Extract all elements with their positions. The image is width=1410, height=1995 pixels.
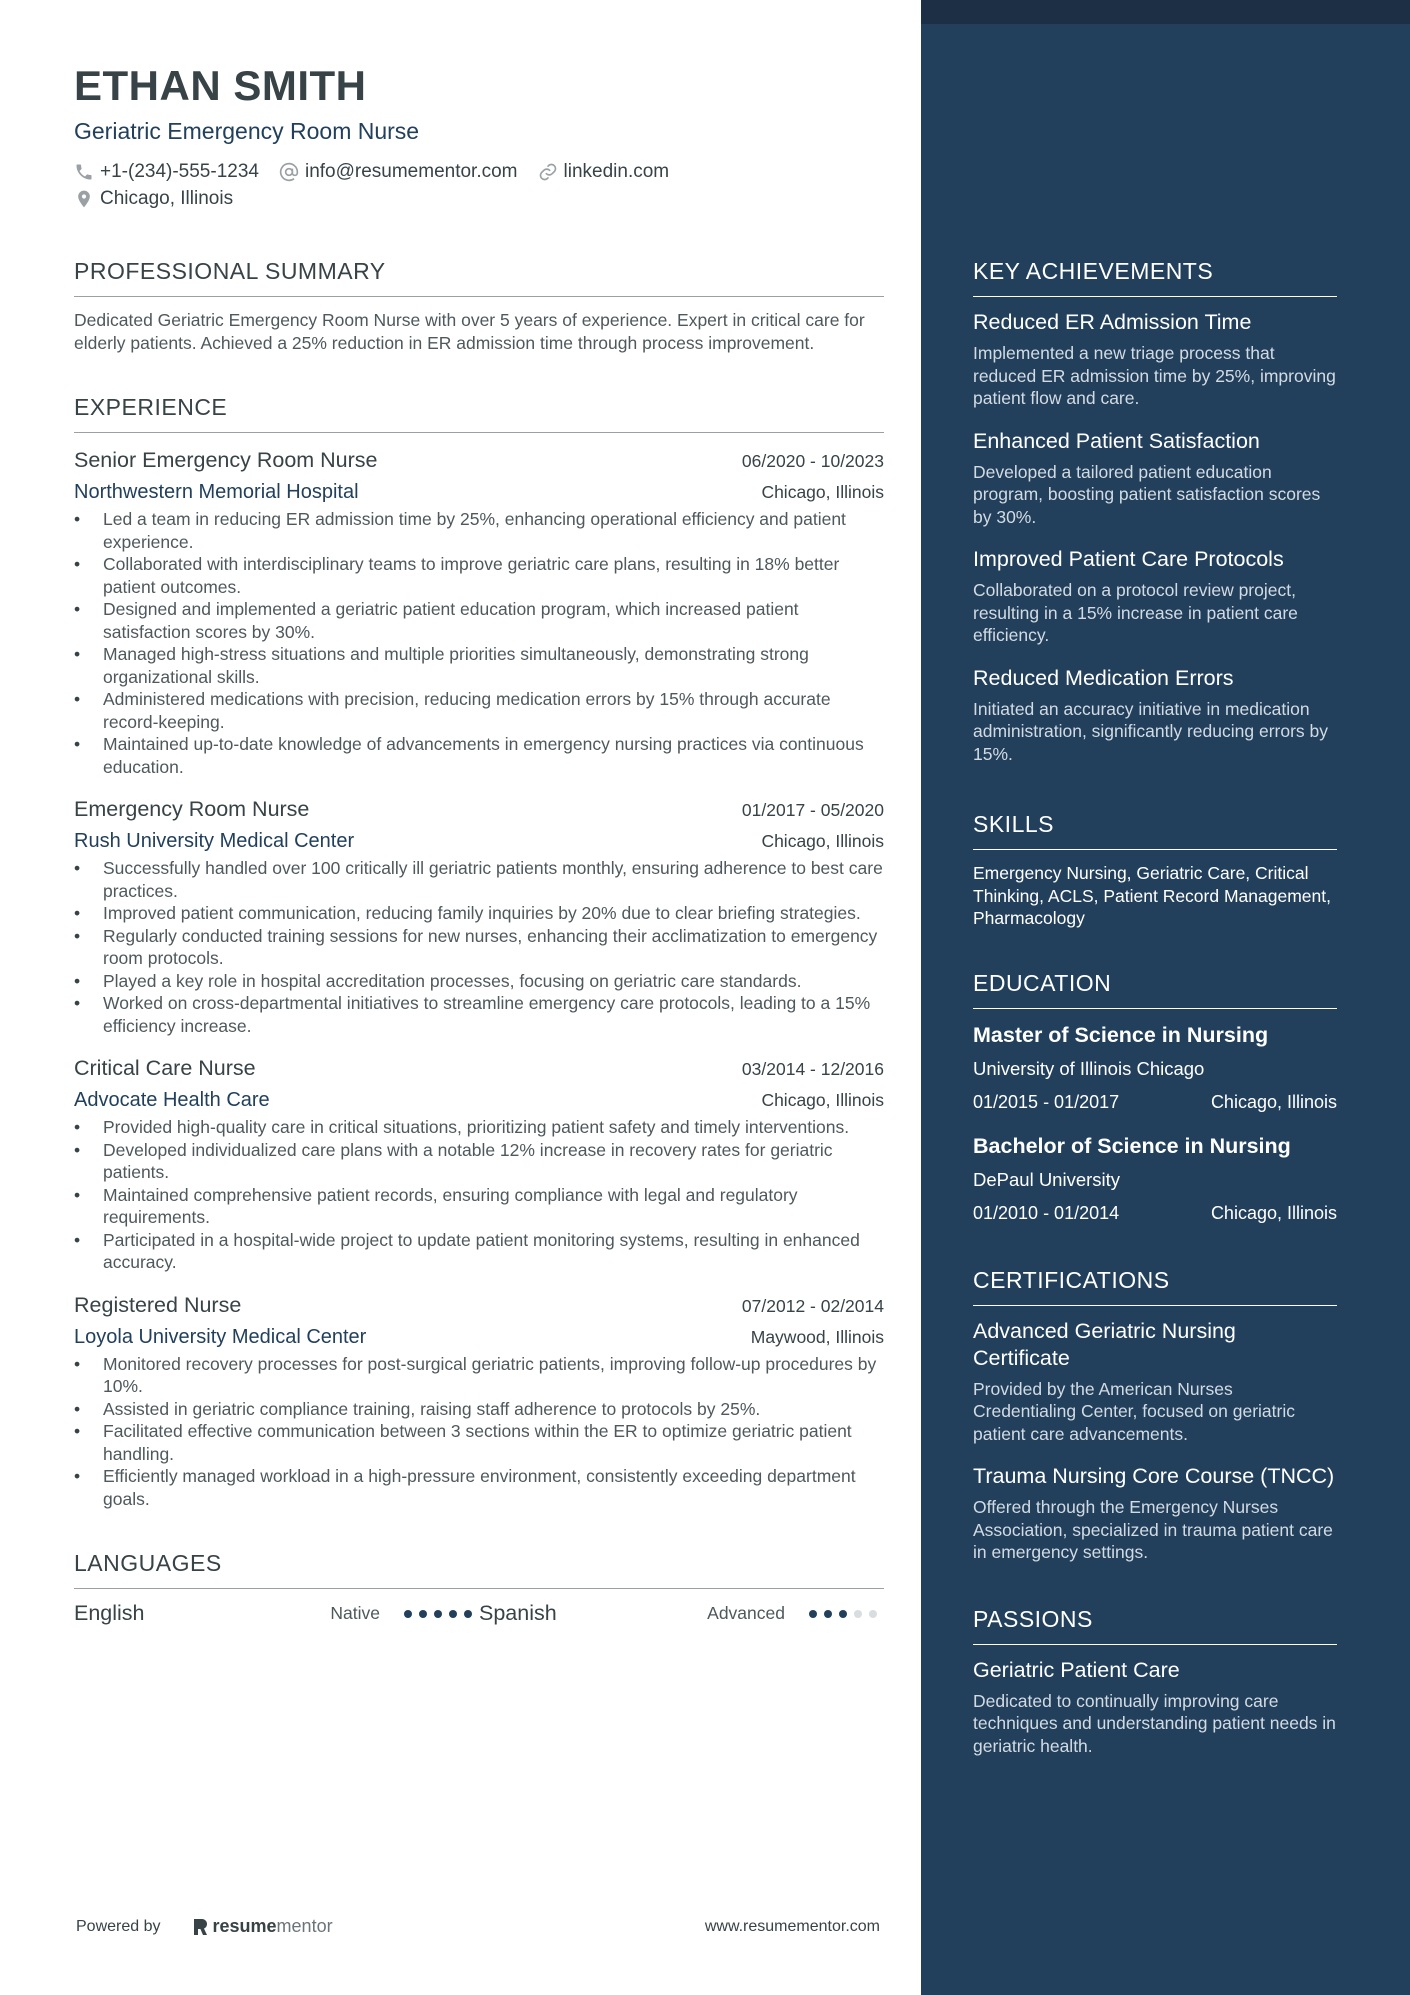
languages-heading: LANGUAGES bbox=[74, 1548, 884, 1589]
job-role: Emergency Room Nurse bbox=[74, 797, 310, 821]
education-location: Chicago, Illinois bbox=[1210, 1091, 1337, 1112]
job-entry bbox=[74, 445, 884, 778]
job-bullet: • Successfully handled over 100 critically ill geriatric patients monthly, ensuring adherence to best care practices. bbox=[74, 857, 884, 902]
candidate-name: ETHAN SMITH bbox=[74, 62, 367, 109]
rating-dot-filled bbox=[404, 1610, 412, 1618]
job-bullet: • Maintained up-to-date knowledge of advancements in emergency nursing practices via continuous education. bbox=[74, 733, 884, 778]
job-bullet: • Designed and implemented a geriatric patient education program, which increased patient satisfaction scores by 30%. bbox=[74, 598, 884, 643]
achievement-item bbox=[973, 546, 1337, 647]
phone-icon bbox=[74, 162, 94, 182]
job-company: Rush University Medical Center bbox=[74, 830, 355, 852]
education-section bbox=[973, 968, 1337, 1225]
sidebar-top-bar bbox=[921, 0, 1410, 24]
languages-list bbox=[74, 1601, 884, 1626]
job-company: Loyola University Medical Center bbox=[74, 1325, 367, 1348]
candidate-title: Geriatric Emergency Room Nurse bbox=[74, 118, 420, 144]
job-dates: 03/2014 - 12/2016 bbox=[741, 1059, 884, 1079]
job-role: Critical Care Nurse bbox=[74, 1056, 256, 1080]
job-header bbox=[74, 1053, 884, 1083]
achievements-list bbox=[973, 309, 1337, 765]
job-bullets bbox=[74, 857, 884, 1037]
language-name: Spanish bbox=[479, 1601, 557, 1625]
job-location: Chicago, Illinois bbox=[761, 831, 884, 851]
achievements-section bbox=[973, 256, 1337, 765]
rating-dot-filled bbox=[464, 1610, 472, 1618]
contact-email[interactable] bbox=[279, 158, 518, 185]
language-rating bbox=[404, 1610, 479, 1618]
certification-description: Offered through the Emergency Nurses Association, specialized in trauma patient care in emergency settings. bbox=[973, 1497, 1333, 1562]
job-dates: 06/2020 - 10/2023 bbox=[741, 451, 884, 471]
rating-dot-filled bbox=[434, 1610, 442, 1618]
languages-section bbox=[74, 1548, 884, 1626]
job-header bbox=[74, 445, 884, 475]
contact-info bbox=[74, 158, 884, 212]
achievement-item bbox=[973, 665, 1337, 766]
summary-heading: PROFESSIONAL SUMMARY bbox=[74, 256, 884, 297]
job-bullet: • Improved patient communication, reducing family inquiries by 20% due to clear briefing strategies. bbox=[74, 902, 884, 925]
language-level: Advanced bbox=[707, 1603, 785, 1623]
passion-description: Dedicated to continually improving care techniques and understanding patient needs in geriatric health. bbox=[973, 1690, 1336, 1756]
job-bullet: • Managed high-stress situations and multiple priorities simultaneously, demonstrating strong organizational skills. bbox=[74, 643, 884, 688]
education-degree: Master of Science in Nursing bbox=[973, 1022, 1269, 1047]
job-bullet: • Monitored recovery processes for post-surgical geriatric patients, improving follow-up procedures by 10%. bbox=[74, 1353, 884, 1398]
job-role: Registered Nurse bbox=[74, 1292, 242, 1317]
education-item bbox=[973, 1021, 1337, 1114]
achievement-item bbox=[973, 428, 1337, 529]
rating-dot-empty bbox=[869, 1610, 877, 1618]
education-item bbox=[973, 1132, 1337, 1225]
at-sign-icon bbox=[279, 162, 299, 182]
passions-list bbox=[973, 1657, 1337, 1758]
location-pin-icon bbox=[74, 189, 94, 209]
job-bullet: • Collaborated with interdisciplinary teams to improve geriatric care plans, resulting in 18% better patient outcomes. bbox=[74, 553, 884, 598]
job-bullet: • Efficiently managed workload in a high-pressure environment, consistently exceeding department goals. bbox=[74, 1465, 884, 1510]
achievement-title: Reduced ER Admission Time bbox=[973, 310, 1252, 334]
achievement-item bbox=[973, 309, 1337, 410]
job-bullet: • Led a team in reducing ER admission time by 25%, enhancing operational efficiency and patient experience. bbox=[74, 508, 884, 553]
job-subheader bbox=[74, 827, 884, 855]
powered-by bbox=[76, 1916, 333, 1937]
job-bullets bbox=[74, 1353, 884, 1511]
achievement-description: Initiated an accuracy initiative in medication administration, significantly reducing errors by 15%. bbox=[973, 698, 1329, 764]
powered-by-label: Powered by bbox=[76, 1917, 161, 1935]
job-company: Northwestern Memorial Hospital bbox=[74, 481, 359, 503]
brand-name-bold: resume bbox=[212, 1916, 277, 1936]
certification-item bbox=[973, 1318, 1337, 1446]
job-subheader bbox=[74, 478, 884, 506]
skills-text: Emergency Nursing, Geriatric Care, Critical Thinking, ACLS, Patient Record Management, Pharmacology bbox=[973, 863, 1331, 928]
education-dates: 01/2010 - 01/2014 bbox=[973, 1202, 1120, 1223]
rating-dot-empty bbox=[854, 1610, 862, 1618]
summary-text: Dedicated Geriatric Emergency Room Nurse with over 5 years of experience. Expert in critical care for elderly patients. Achieved a 25% reduction in ER admission time through process improvement. bbox=[74, 310, 865, 353]
certifications-list bbox=[973, 1318, 1337, 1564]
achievement-description: Collaborated on a protocol review project, resulting in a 15% increase in patient care efficiency. bbox=[973, 580, 1298, 645]
achievements-heading: KEY ACHIEVEMENTS bbox=[973, 256, 1337, 297]
phone-text: +1-(234)-555-1234 bbox=[100, 161, 259, 182]
job-entry bbox=[74, 1053, 884, 1274]
achievement-title: Reduced Medication Errors bbox=[973, 665, 1234, 690]
education-meta bbox=[973, 1201, 1337, 1225]
job-entry bbox=[74, 1290, 884, 1511]
footer-url[interactable]: www.resumementor.com bbox=[704, 1917, 880, 1935]
certification-title: Advanced Geriatric Nursing Certificate bbox=[973, 1318, 1236, 1370]
job-bullet: • Provided high-quality care in critical situations, prioritizing patient safety and timely interventions. bbox=[74, 1116, 884, 1139]
job-bullet: • Worked on cross-departmental initiatives to streamline emergency care protocols, leading to a 15% efficiency increase. bbox=[74, 992, 884, 1037]
experience-heading: EXPERIENCE bbox=[74, 392, 884, 433]
rating-dot-filled bbox=[419, 1610, 427, 1618]
brand-logo[interactable] bbox=[191, 1916, 333, 1937]
achievement-description: Implemented a new triage process that reduced ER admission time by 25%, improving patient flow and care. bbox=[973, 343, 1336, 408]
job-bullet: • Facilitated effective communication between 3 sections within the ER to optimize geriatric patient handling. bbox=[74, 1420, 884, 1465]
certification-title: Trauma Nursing Core Course (TNCC) bbox=[973, 1464, 1335, 1488]
job-bullet: • Administered medications with precision, reducing medication errors by 15% through accurate record-keeping. bbox=[74, 688, 884, 733]
education-list bbox=[973, 1021, 1337, 1225]
job-location: Chicago, Illinois bbox=[761, 1090, 884, 1110]
job-bullets bbox=[74, 1116, 884, 1274]
contact-location bbox=[74, 185, 233, 212]
passion-title: Geriatric Patient Care bbox=[973, 1657, 1180, 1682]
certifications-heading: CERTIFICATIONS bbox=[973, 1265, 1337, 1306]
education-location: Chicago, Illinois bbox=[1210, 1202, 1337, 1223]
main-column bbox=[74, 60, 884, 1626]
certification-description: Provided by the American Nurses Credentialing Center, focused on geriatric patient care advancements. bbox=[973, 1378, 1295, 1444]
job-dates: 07/2012 - 02/2014 bbox=[741, 1295, 884, 1316]
language-rating bbox=[809, 1610, 884, 1618]
link-icon bbox=[538, 162, 558, 182]
job-bullets bbox=[74, 508, 884, 778]
job-header bbox=[74, 1290, 884, 1320]
job-subheader bbox=[74, 1086, 884, 1114]
job-bullet: • Maintained comprehensive patient records, ensuring compliance with legal and regulatory requirements. bbox=[74, 1184, 884, 1229]
job-header bbox=[74, 794, 884, 824]
experience-section bbox=[74, 392, 884, 1510]
achievement-title: Enhanced Patient Satisfaction bbox=[973, 428, 1260, 453]
certifications-section bbox=[973, 1265, 1337, 1564]
passions-heading: PASSIONS bbox=[973, 1604, 1337, 1645]
contact-phone[interactable] bbox=[74, 158, 259, 185]
education-school: DePaul University bbox=[973, 1168, 1121, 1190]
job-bullet: • Regularly conducted training sessions for new nurses, enhancing their acclimatization to emergency room protocols. bbox=[74, 925, 884, 970]
job-dates: 01/2017 - 05/2020 bbox=[741, 800, 884, 820]
job-subheader bbox=[74, 1323, 884, 1351]
contact-linkedin[interactable] bbox=[538, 158, 670, 185]
job-bullet: • Assisted in geriatric compliance training, raising staff adherence to protocols by 25%. bbox=[74, 1398, 884, 1421]
passion-item bbox=[973, 1657, 1337, 1758]
language-item bbox=[74, 1601, 479, 1626]
email-text: info@resumementor.com bbox=[304, 161, 518, 182]
rating-dot-filled bbox=[839, 1610, 847, 1618]
language-name: English bbox=[74, 1601, 145, 1625]
sidebar-content bbox=[973, 256, 1337, 1801]
location-text: Chicago, Illinois bbox=[100, 188, 234, 209]
summary-section bbox=[74, 256, 884, 354]
rating-dot-filled bbox=[824, 1610, 832, 1618]
education-degree: Bachelor of Science in Nursing bbox=[973, 1133, 1291, 1158]
linkedin-text: linkedin.com bbox=[563, 161, 670, 182]
job-bullet: • Participated in a hospital-wide project to update patient monitoring systems, resulting in enhanced accuracy. bbox=[74, 1229, 884, 1274]
certification-item bbox=[973, 1463, 1337, 1564]
job-entry bbox=[74, 794, 884, 1037]
rating-dot-filled bbox=[449, 1610, 457, 1618]
job-company: Advocate Health Care bbox=[74, 1089, 270, 1111]
education-heading: EDUCATION bbox=[973, 968, 1337, 1009]
job-bullet: • Played a key role in hospital accreditation processes, focusing on geriatric care standards. bbox=[74, 970, 884, 993]
skills-heading: SKILLS bbox=[973, 809, 1337, 850]
experience-list bbox=[74, 445, 884, 1510]
skills-section bbox=[973, 809, 1337, 930]
achievement-title: Improved Patient Care Protocols bbox=[973, 547, 1284, 571]
job-role: Senior Emergency Room Nurse bbox=[74, 448, 378, 472]
education-school: University of Illinois Chicago bbox=[973, 1057, 1205, 1079]
sidebar bbox=[921, 0, 1410, 1995]
education-dates: 01/2015 - 01/2017 bbox=[973, 1091, 1120, 1112]
job-location: Chicago, Illinois bbox=[761, 482, 884, 502]
job-bullet: • Developed individualized care plans with a notable 12% increase in recovery rates for geriatric patients. bbox=[74, 1139, 884, 1184]
rating-dot-filled bbox=[809, 1610, 817, 1618]
language-item bbox=[479, 1601, 884, 1626]
job-location: Maywood, Illinois bbox=[750, 1326, 884, 1347]
brand-name-light: mentor bbox=[276, 1916, 333, 1936]
education-meta bbox=[973, 1090, 1337, 1114]
footer bbox=[76, 1916, 880, 1937]
passions-section bbox=[973, 1604, 1337, 1758]
resumementor-logo-icon bbox=[191, 1917, 209, 1937]
language-level: Native bbox=[330, 1603, 380, 1623]
achievement-description: Developed a tailored patient education program, boosting patient satisfaction scores by 30%. bbox=[973, 461, 1321, 527]
